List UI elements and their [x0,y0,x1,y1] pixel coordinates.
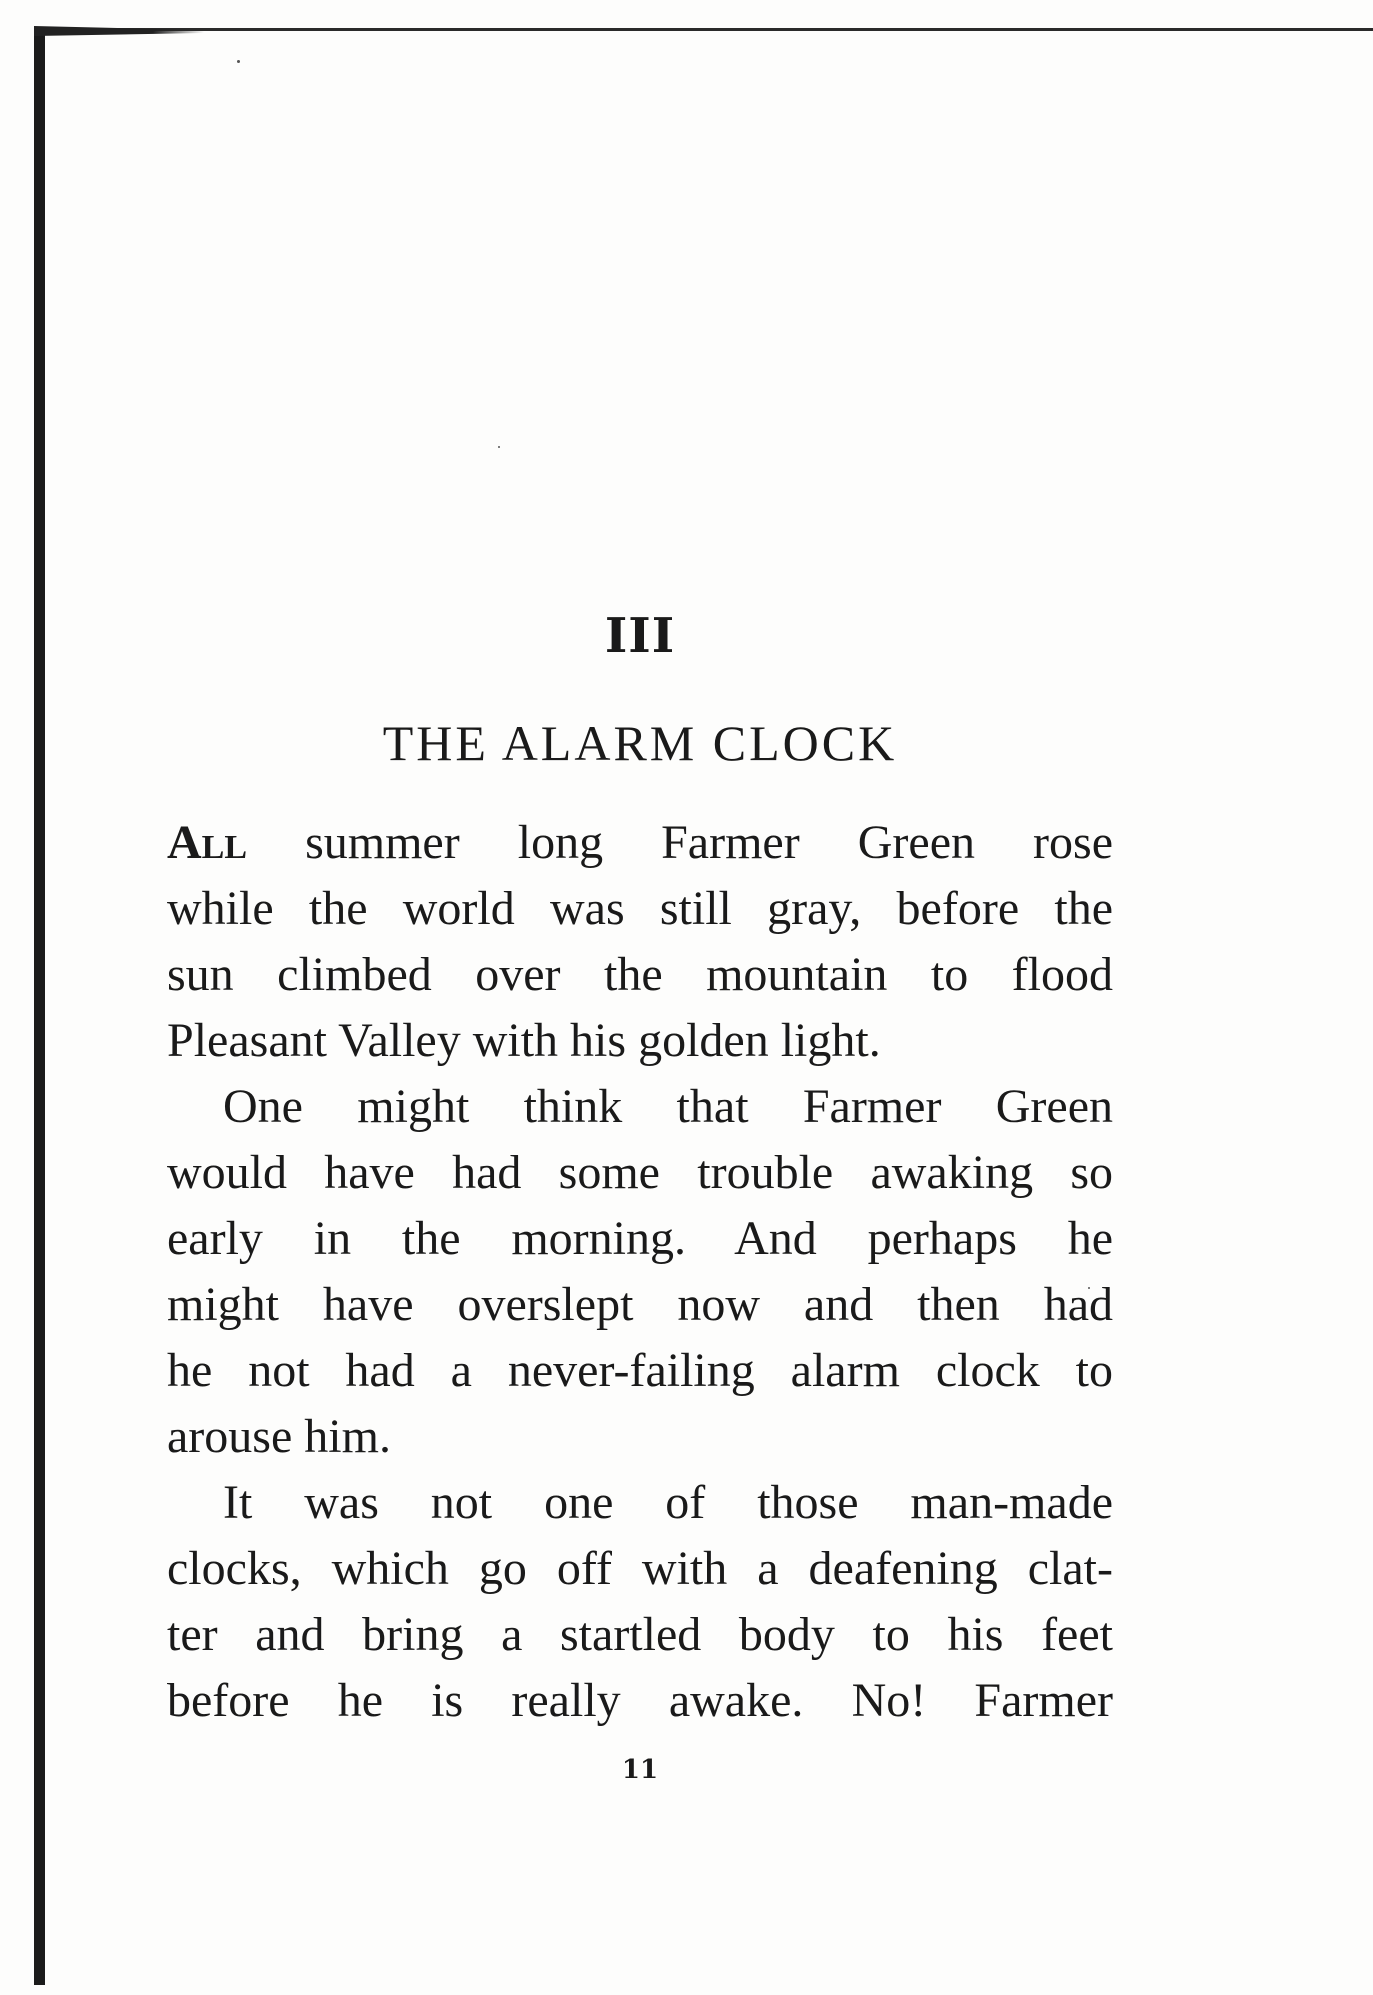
paragraph-line: would have had some trouble awaking so [167,1146,1113,1199]
page-number: 11 [621,1755,659,1785]
paragraph-line: he not had a never-failing alarm clock to [167,1344,1113,1397]
page-binding-edge [34,30,45,1985]
chapter-number: III [604,608,676,664]
paragraph-1 [167,810,1113,1074]
paragraph-line: early in the morning. And perhaps he [167,1212,1113,1265]
paragraph-line: before he is really awake. No! Farmer [167,1674,1113,1727]
line-text: summer long Farmer Green rose [247,816,1113,869]
paragraph-2 [167,1074,1113,1470]
ink-speck [498,446,500,448]
paragraph-line: It was not one of those man-made [223,1476,1113,1529]
ink-speck [237,60,240,63]
paragraph-line: sun climbed over the mountain to flood [167,948,1113,1001]
paragraph-line: Pleasant Valley with his golden light. [167,1014,881,1067]
paragraph-line: clocks, which go off with a deafening clat- [167,1542,1113,1595]
paragraph-dropcap: All [167,816,248,869]
paragraph-3 [167,1470,1113,1734]
page-top-edge [38,28,1373,31]
paragraph-line: ter and bring a startled body to his feet [167,1608,1113,1661]
paragraph-line: while the world was still gray, before the [167,882,1113,935]
paragraph-line: One might think that Farmer Green [223,1080,1113,1133]
chapter-title: THE ALARM CLOCK [382,715,898,771]
paragraph-line: might have overslept now and then had [167,1278,1113,1331]
paragraph-line [167,810,1113,876]
paragraph-line: arouse him. [167,1410,391,1463]
